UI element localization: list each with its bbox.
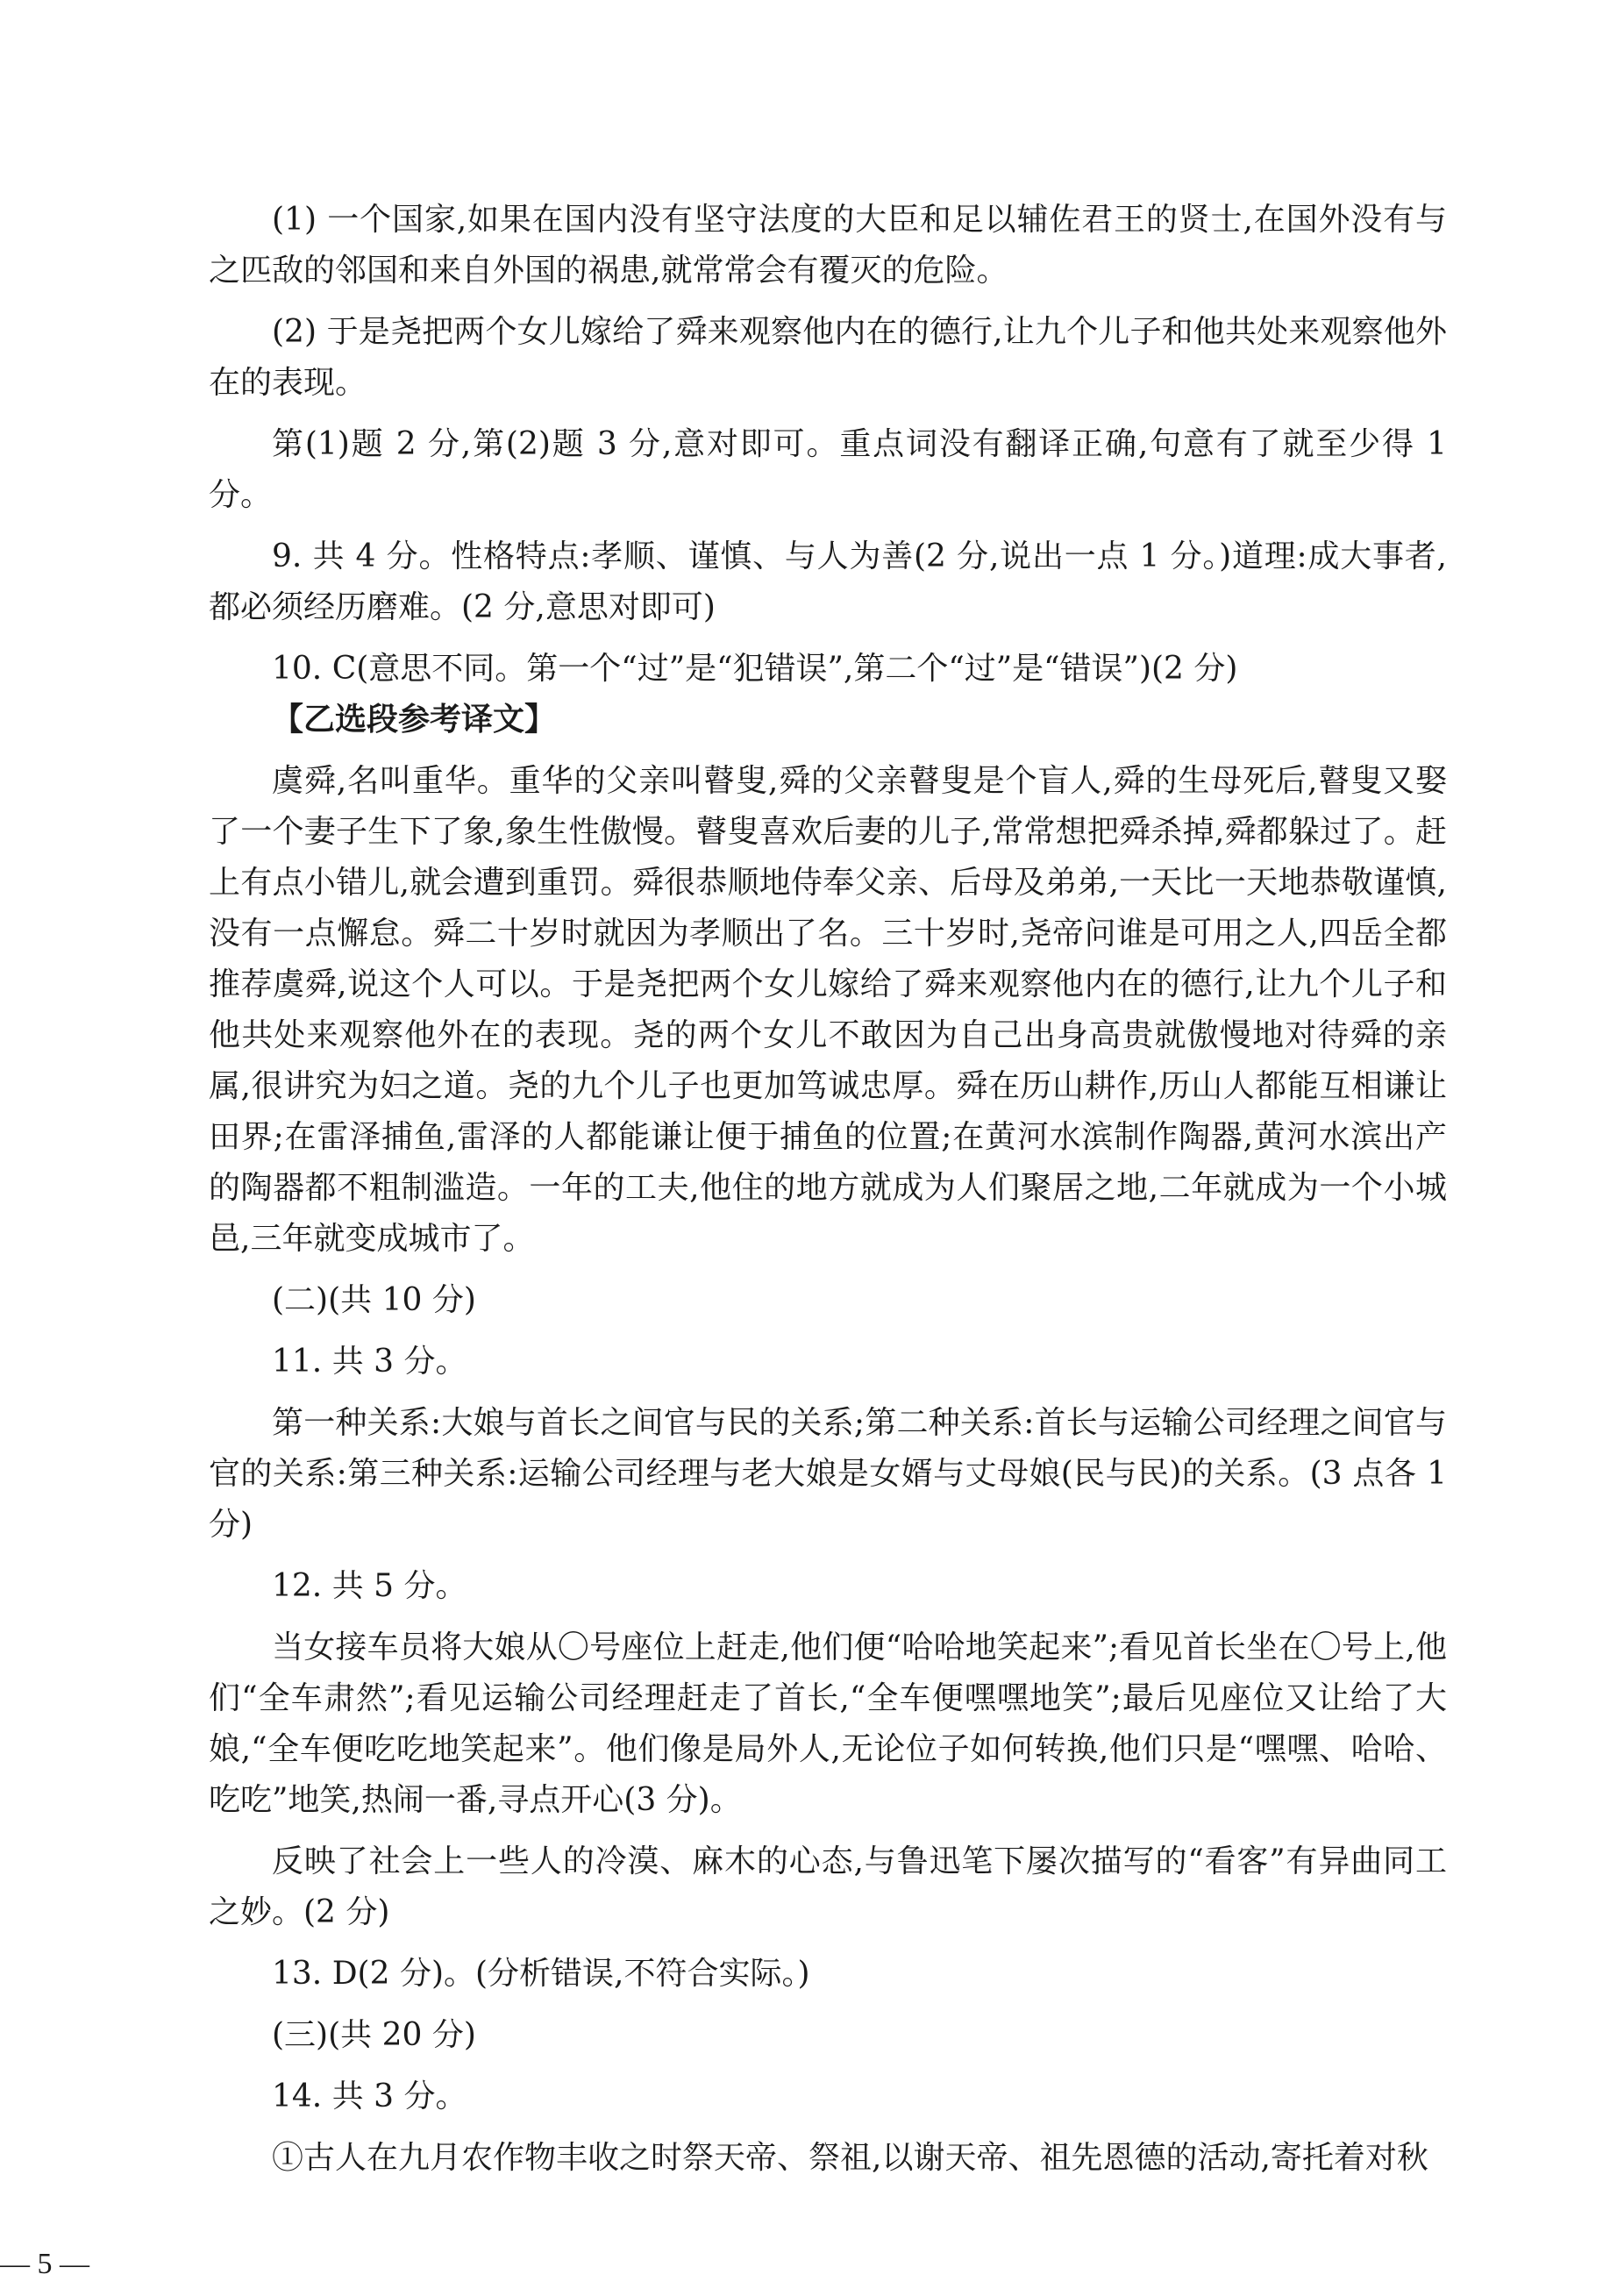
paragraph-translation-1: (1) 一个国家,如果在国内没有坚守法度的大臣和足以辅佐君王的贤士,在国外没有与之匹敌的邻国和来自外国的祸患,就常常会有覆灭的危险。	[209, 202, 1447, 289]
paragraph-scoring-note: 第(1)题 2 分,第(2)题 3 分,意对即可。重点词没有翻译正确,句意有了就至少得 1 分。	[209, 426, 1447, 513]
page-number: 5	[37, 2248, 53, 2280]
paragraph-question-13: 13. D(2 分)。(分析错误,不符合实际。)	[272, 1956, 810, 1992]
paragraph-translation-2: (2) 于是尧把两个女儿嫁给了舜来观察他内在的德行,让九个儿子和他共处来观察他外在的表现。	[209, 314, 1447, 401]
paragraph-question-9: 9. 共 4 分。性格特点:孝顺、谨慎、与人为善(2 分,说出一点 1 分。)道理:成大事者,都必须经历磨难。(2 分,意思对即可)	[209, 538, 1447, 625]
document-body	[209, 195, 1447, 2184]
page-footer: — 5 —	[0, 2248, 89, 2280]
paragraph-question-11: 11. 共 3 分。	[272, 1344, 467, 1380]
paragraph-answer-12a: 当女接车员将大娘从〇号座位上赶走,他们便“哈哈地笑起来”;看见首长坐在〇号上,他们“全车肃然”;看见运输公司经理赶走了首长,“全车便嘿嘿地笑”;最后见座位又让给了大娘,“全车便吃吃地笑起来”。他们像是局外人,无论位子如何转换,他们只是“嘿嘿、哈哈、吃吃”地笑,热闹一番,寻点开心(3 分)。	[209, 1629, 1447, 1818]
paragraph-question-10: 10. C(意思不同。第一个“过”是“犯错误”,第二个“过”是“错误”)(2 分)	[272, 651, 1238, 687]
section-3-title: (三)(共 20 分)	[272, 2017, 476, 2053]
section-2-title: (二)(共 10 分)	[272, 1282, 476, 1318]
paragraph-question-14: 14. 共 3 分。	[272, 2079, 467, 2114]
paragraph-question-12: 12. 共 5 分。	[272, 1568, 467, 1604]
paragraph-reference-translation: 虞舜,名叫重华。重华的父亲叫瞽叟,舜的父亲瞽叟是个盲人,舜的生母死后,瞽叟又娶了一个妻子生下了象,象生性傲慢。瞽叟喜欢后妻的儿子,常常想把舜杀掉,舜都躲过了。赶上有点小错儿,就会遭到重罚。舜很恭顺地侍奉父亲、后母及弟弟,一天比一天地恭敬谨慎,没有一点懈怠。舜二十岁时就因为孝顺出了名。三十岁时,尧帝问谁是可用之人,四岳全都推荐虞舜,说这个人可以。于是尧把两个女儿嫁给了舜来观察他内在的德行,让九个儿子和他共处来观察他外在的表现。尧的两个女儿不敢因为自己出身高贵就傲慢地对待舜的亲属,很讲究为妇之道。尧的九个儿子也更加笃诚忠厚。舜在历山耕作,历山人都能互相谦让田界;在雷泽捕鱼,雷泽的人都能谦让便于捕鱼的位置;在黄河水滨制作陶器,黄河水滨出产的陶器都不粗制滥造。一年的工夫,他住的地方就成为人们聚居之地,二年就成为一个小城邑,三年就变成城市了。	[209, 763, 1447, 1257]
paragraph-answer-14: ①古人在九月农作物丰收之时祭天帝、祭祖,以谢天帝、祖先恩德的活动,寄托着对秋	[272, 2140, 1428, 2176]
paragraph-answer-12b: 反映了社会上一些人的冷漠、麻木的心态,与鲁迅笔下屡次描写的“看客”有异曲同工之妙。(2 分)	[209, 1843, 1447, 1930]
section-heading-translation: 【乙选段参考译文】	[272, 702, 557, 738]
paragraph-answer-11: 第一种关系:大娘与首长之间官与民的关系;第二种关系:首长与运输公司经理之间官与官的关系:第三种关系:运输公司经理与老大娘是女婿与丈母娘(民与民)的关系。(3 点各 1 分)	[209, 1405, 1447, 1543]
